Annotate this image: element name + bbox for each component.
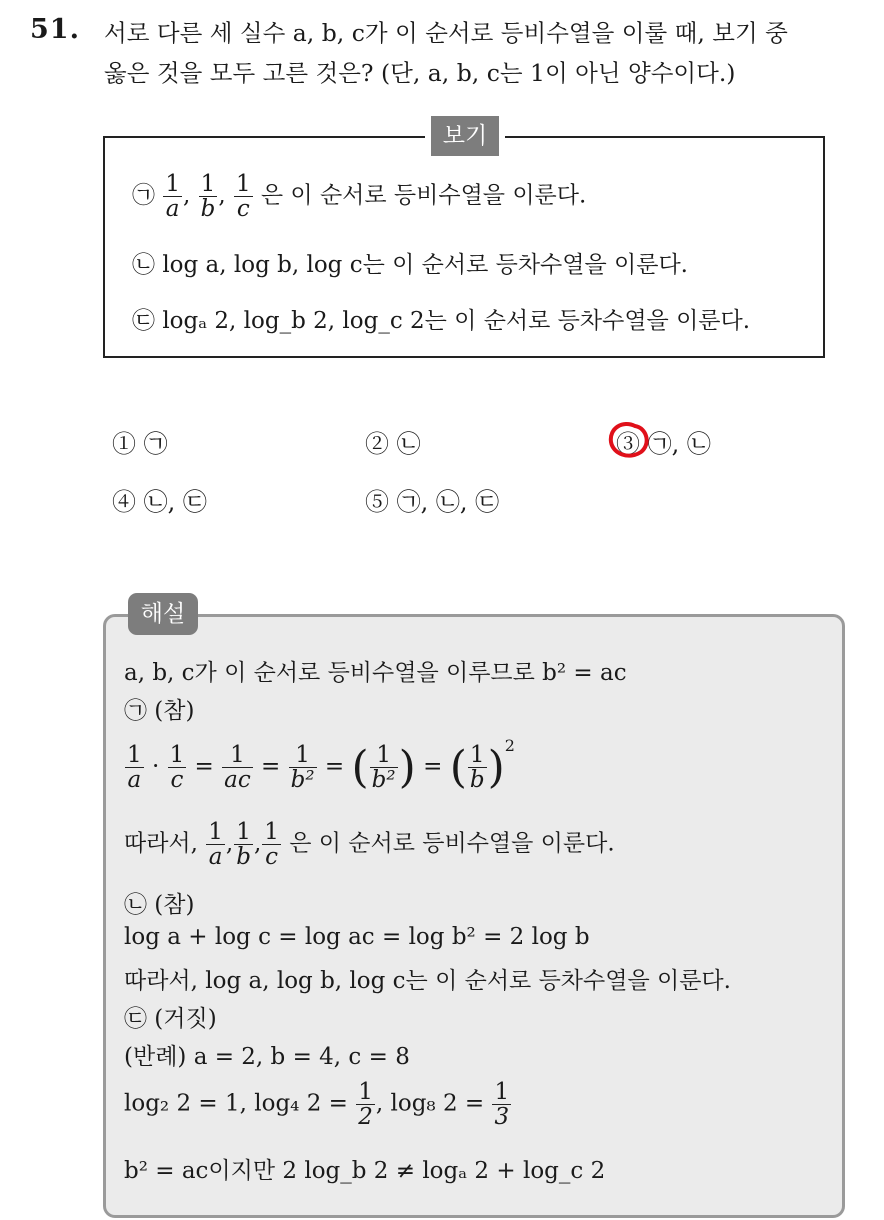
- solution-line-7: 따라서, log a, log b, log c는 이 순서로 등차수열을 이룬다.: [124, 968, 731, 994]
- fraction: $\frac{1}{c}$: [264, 819, 279, 871]
- bogi-item-2: [132, 246, 688, 279]
- solution-line-9: (반례) a = 2, b = 4, c = 8: [124, 1044, 410, 1070]
- fraction: $\frac{1}{c}$: [169, 741, 185, 793]
- choice-4[interactable]: ④ ㉡, ㉢: [112, 488, 207, 516]
- bogi-item-1: ㉠ $\frac{1}{a}$ , $\frac{1}{b}$ , $\frac{1}{c}$ 은 이 순서로 등비수열을 이룬다.: [132, 171, 587, 223]
- fraction: $\frac{1}{ac}$: [224, 741, 251, 793]
- solution-line-3: $\frac{1}{a}$ · $\frac{1}{c}$ = $\frac{1}{ac}$ = $\frac{1}{\text{b²}}$ = ( $\frac{1}{\text{b²}}$ ) = ( $\frac{1}{b}$ )$^2$: [127, 735, 515, 793]
- fraction: $\frac{1}{b}$: [236, 819, 251, 871]
- fraction: $\frac{1}{a}$: [127, 741, 142, 793]
- bogi-item-3: [132, 302, 750, 335]
- item-text-1: 은 이 순서로 등비수열을 이룬다.: [260, 182, 587, 209]
- solution-line-6: log a + log c = log ac = log b² = 2 log b: [124, 924, 590, 950]
- exponent: 2: [504, 735, 515, 755]
- solution-line-11: b² = ac이지만 2 log_b 2 ≠ logₐ 2 + log_c 2: [124, 1158, 606, 1184]
- item-text-2: log a, log b, log c는 이 순서로 등차수열을 이룬다.: [162, 252, 688, 278]
- fraction: $\frac{1}{\text{b²}}$: [371, 741, 396, 793]
- fraction: $\frac{1}{a}$: [165, 171, 180, 223]
- fraction: $\frac{1}{c}$: [235, 171, 251, 223]
- item-marker-1: ㉠: [132, 182, 155, 209]
- item-marker-2: ㉡: [132, 252, 155, 278]
- choice-1[interactable]: ① ㉠: [112, 430, 168, 458]
- solution-line-2: ㉠ (참): [124, 698, 195, 724]
- solution-title: 해설: [128, 593, 198, 635]
- answer-circle-mark: [605, 418, 657, 462]
- fraction: $\frac{1}{b}$: [469, 741, 485, 793]
- question-text-line2: 옳은 것을 모두 고른 것은? (단, a, b, c는 1이 아닌 양수이다.): [104, 59, 736, 87]
- fraction: $\frac{1}{3}$: [494, 1079, 510, 1131]
- solution-line-1: a, b, c가 이 순서로 등비수열을 이루므로 b² = ac: [124, 660, 627, 686]
- item-text-3: logₐ 2, log_b 2, log_c 2는 이 순서로 등차수열을 이룬다.: [162, 308, 751, 334]
- choice-3[interactable]: ③ ㉠, ㉡: [616, 430, 711, 458]
- choice-5[interactable]: ⑤ ㉠, ㉡, ㉢: [365, 488, 500, 516]
- question-text-line1: 서로 다른 세 실수 a, b, c가 이 순서로 등비수열을 이룰 때, 보기 중: [104, 19, 788, 47]
- fraction: $\frac{1}{2}$: [358, 1079, 373, 1131]
- fraction: $\frac{1}{b}$: [200, 171, 216, 223]
- choice-2[interactable]: ② ㉡: [365, 430, 421, 458]
- solution-line-5: ㉡ (참): [124, 892, 195, 918]
- question-number: 51.: [30, 14, 80, 45]
- solution-line-10: log₂ 2 = 1, log₄ 2 = $\frac{1}{2}$ , log₈ 2 = $\frac{1}{3}$: [124, 1079, 510, 1131]
- bogi-title: 보기: [431, 116, 499, 156]
- fraction: $\frac{1}{a}$: [208, 819, 223, 871]
- fraction: $\frac{1}{\text{b²}}$: [290, 741, 315, 793]
- solution-line-4: 따라서, $\frac{1}{a}$ , $\frac{1}{b}$ , $\frac{1}{c}$ 은 이 순서로 등비수열을 이룬다.: [124, 819, 615, 871]
- item-marker-3: ㉢: [132, 308, 155, 334]
- solution-line-8: ㉢ (거짓): [124, 1006, 217, 1032]
